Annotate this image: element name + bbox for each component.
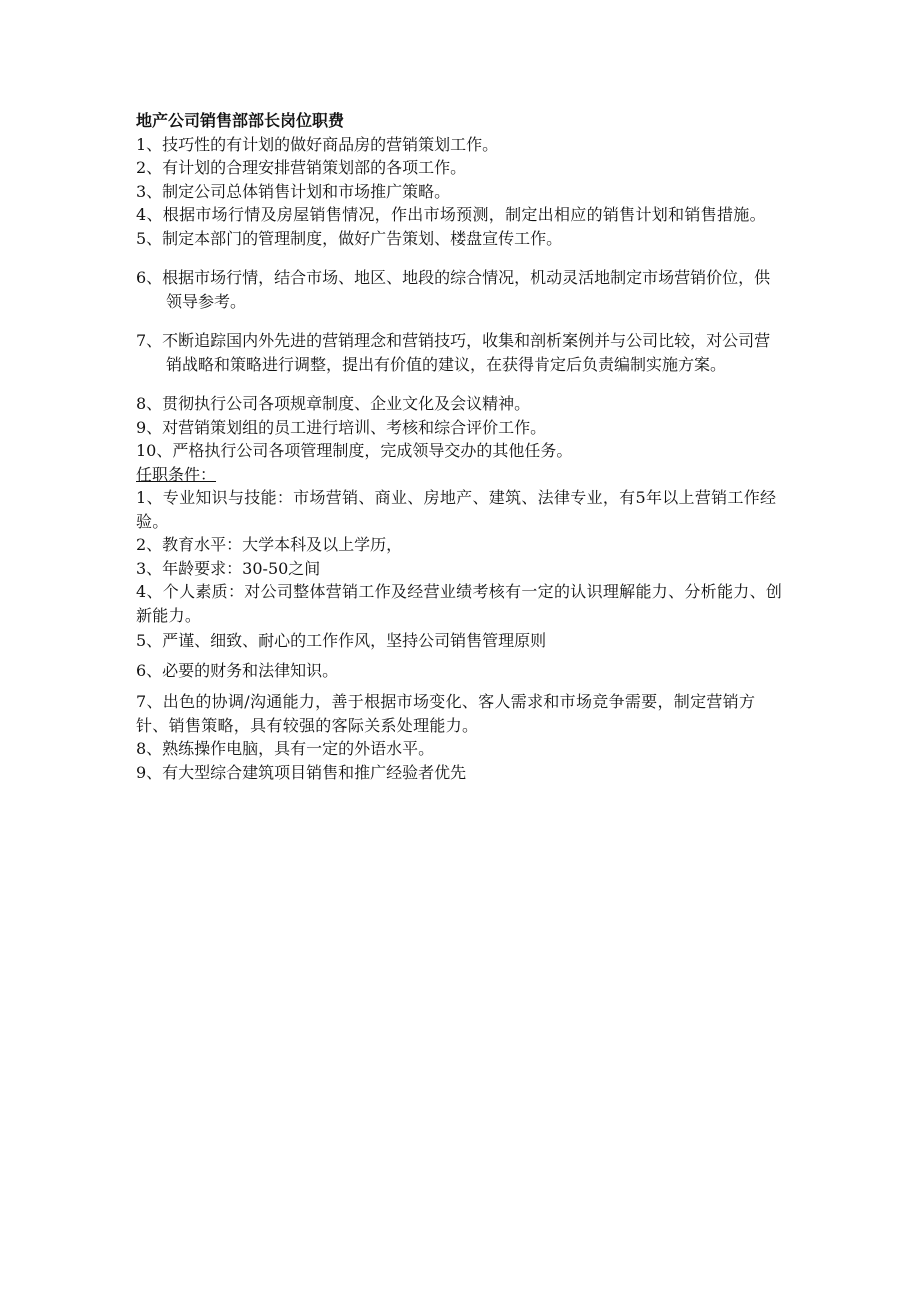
requirement-item-7: 7、出色的协调/沟通能力，善于根据市场变化、客人需求和市场竞争需要，制定营销方针、销售策略，具有较强的客际关系处理能力。 [136,692,756,735]
requirement-item-6: 6、必要的财务和法律知识。 [136,660,339,680]
duty-item-6: 6、根据市场行情，结合市场、地区、地段的综合情况，机动灵活地制定市场营销价位，供领导参考。 [136,268,771,311]
paragraph-gap [136,682,786,690]
duty-item-8: 8、贯彻执行公司各项规章制度、企业文化及会议精神。 [136,394,531,413]
requirements-heading: 任职条件： [136,464,217,484]
requirement-item-9: 9、有大型综合建筑项目销售和推广经验者优先 [136,762,467,782]
duties-list [136,133,786,463]
duty-item-1: 1、技巧性的有计划的做好商品房的营销策划工作。 [136,134,499,154]
duty-item-5: 5、制定本部门的管理制度，做好广告策划、楼盘宣传工作。 [136,228,563,248]
duty-item-3: 3、制定公司总体销售计划和市场推广策略。 [136,181,451,201]
duty-item-7: 7、不断追踪国内外先进的营销理念和营销技巧，收集和剖析案例并与公司比较，对公司营销战略和策略进行调整，提出有价值的建议，在获得肯定后负责编制实施方案。 [136,331,771,374]
requirements-list [136,486,786,784]
requirement-item-8: 8、熟练操作电脑，具有一定的外语水平。 [136,739,435,758]
duty-item-9: 9、对营销策划组的员工进行培训、考核和综合评价工作。 [136,417,547,437]
requirement-item-2: 2、教育水平：大学本科及以上学历， [136,535,403,554]
document-title: 地产公司销售部部长岗位职费 [136,111,345,130]
requirement-item-3: 3、年龄要求：30-50之间 [136,558,321,578]
requirement-item-4: 4、个人素质：对公司整体营销工作及经营业绩考核有一定的认识理解能力、分析能力、创新能力。 [136,582,783,625]
duty-item-2: 2、有计划的合理安排营销策划部的各项工作。 [136,158,467,177]
requirement-item-5: 5、严谨、细致、耐心的工作作风，坚持公司销售管理原则 [136,631,547,650]
duty-item-4: 4、根据市场行情及房屋销售情况，作出市场预测，制定出相应的销售计划和销售措施。 [136,205,766,224]
duty-item-10: 10、严格执行公司各项管理制度，完成领导交办的其他任务。 [136,441,573,460]
document-page [136,109,786,784]
requirement-item-1: 1、专业知识与技能：市场营销、商业、房地产、建筑、法律专业，有5年以上营销工作经验。 [136,488,777,531]
